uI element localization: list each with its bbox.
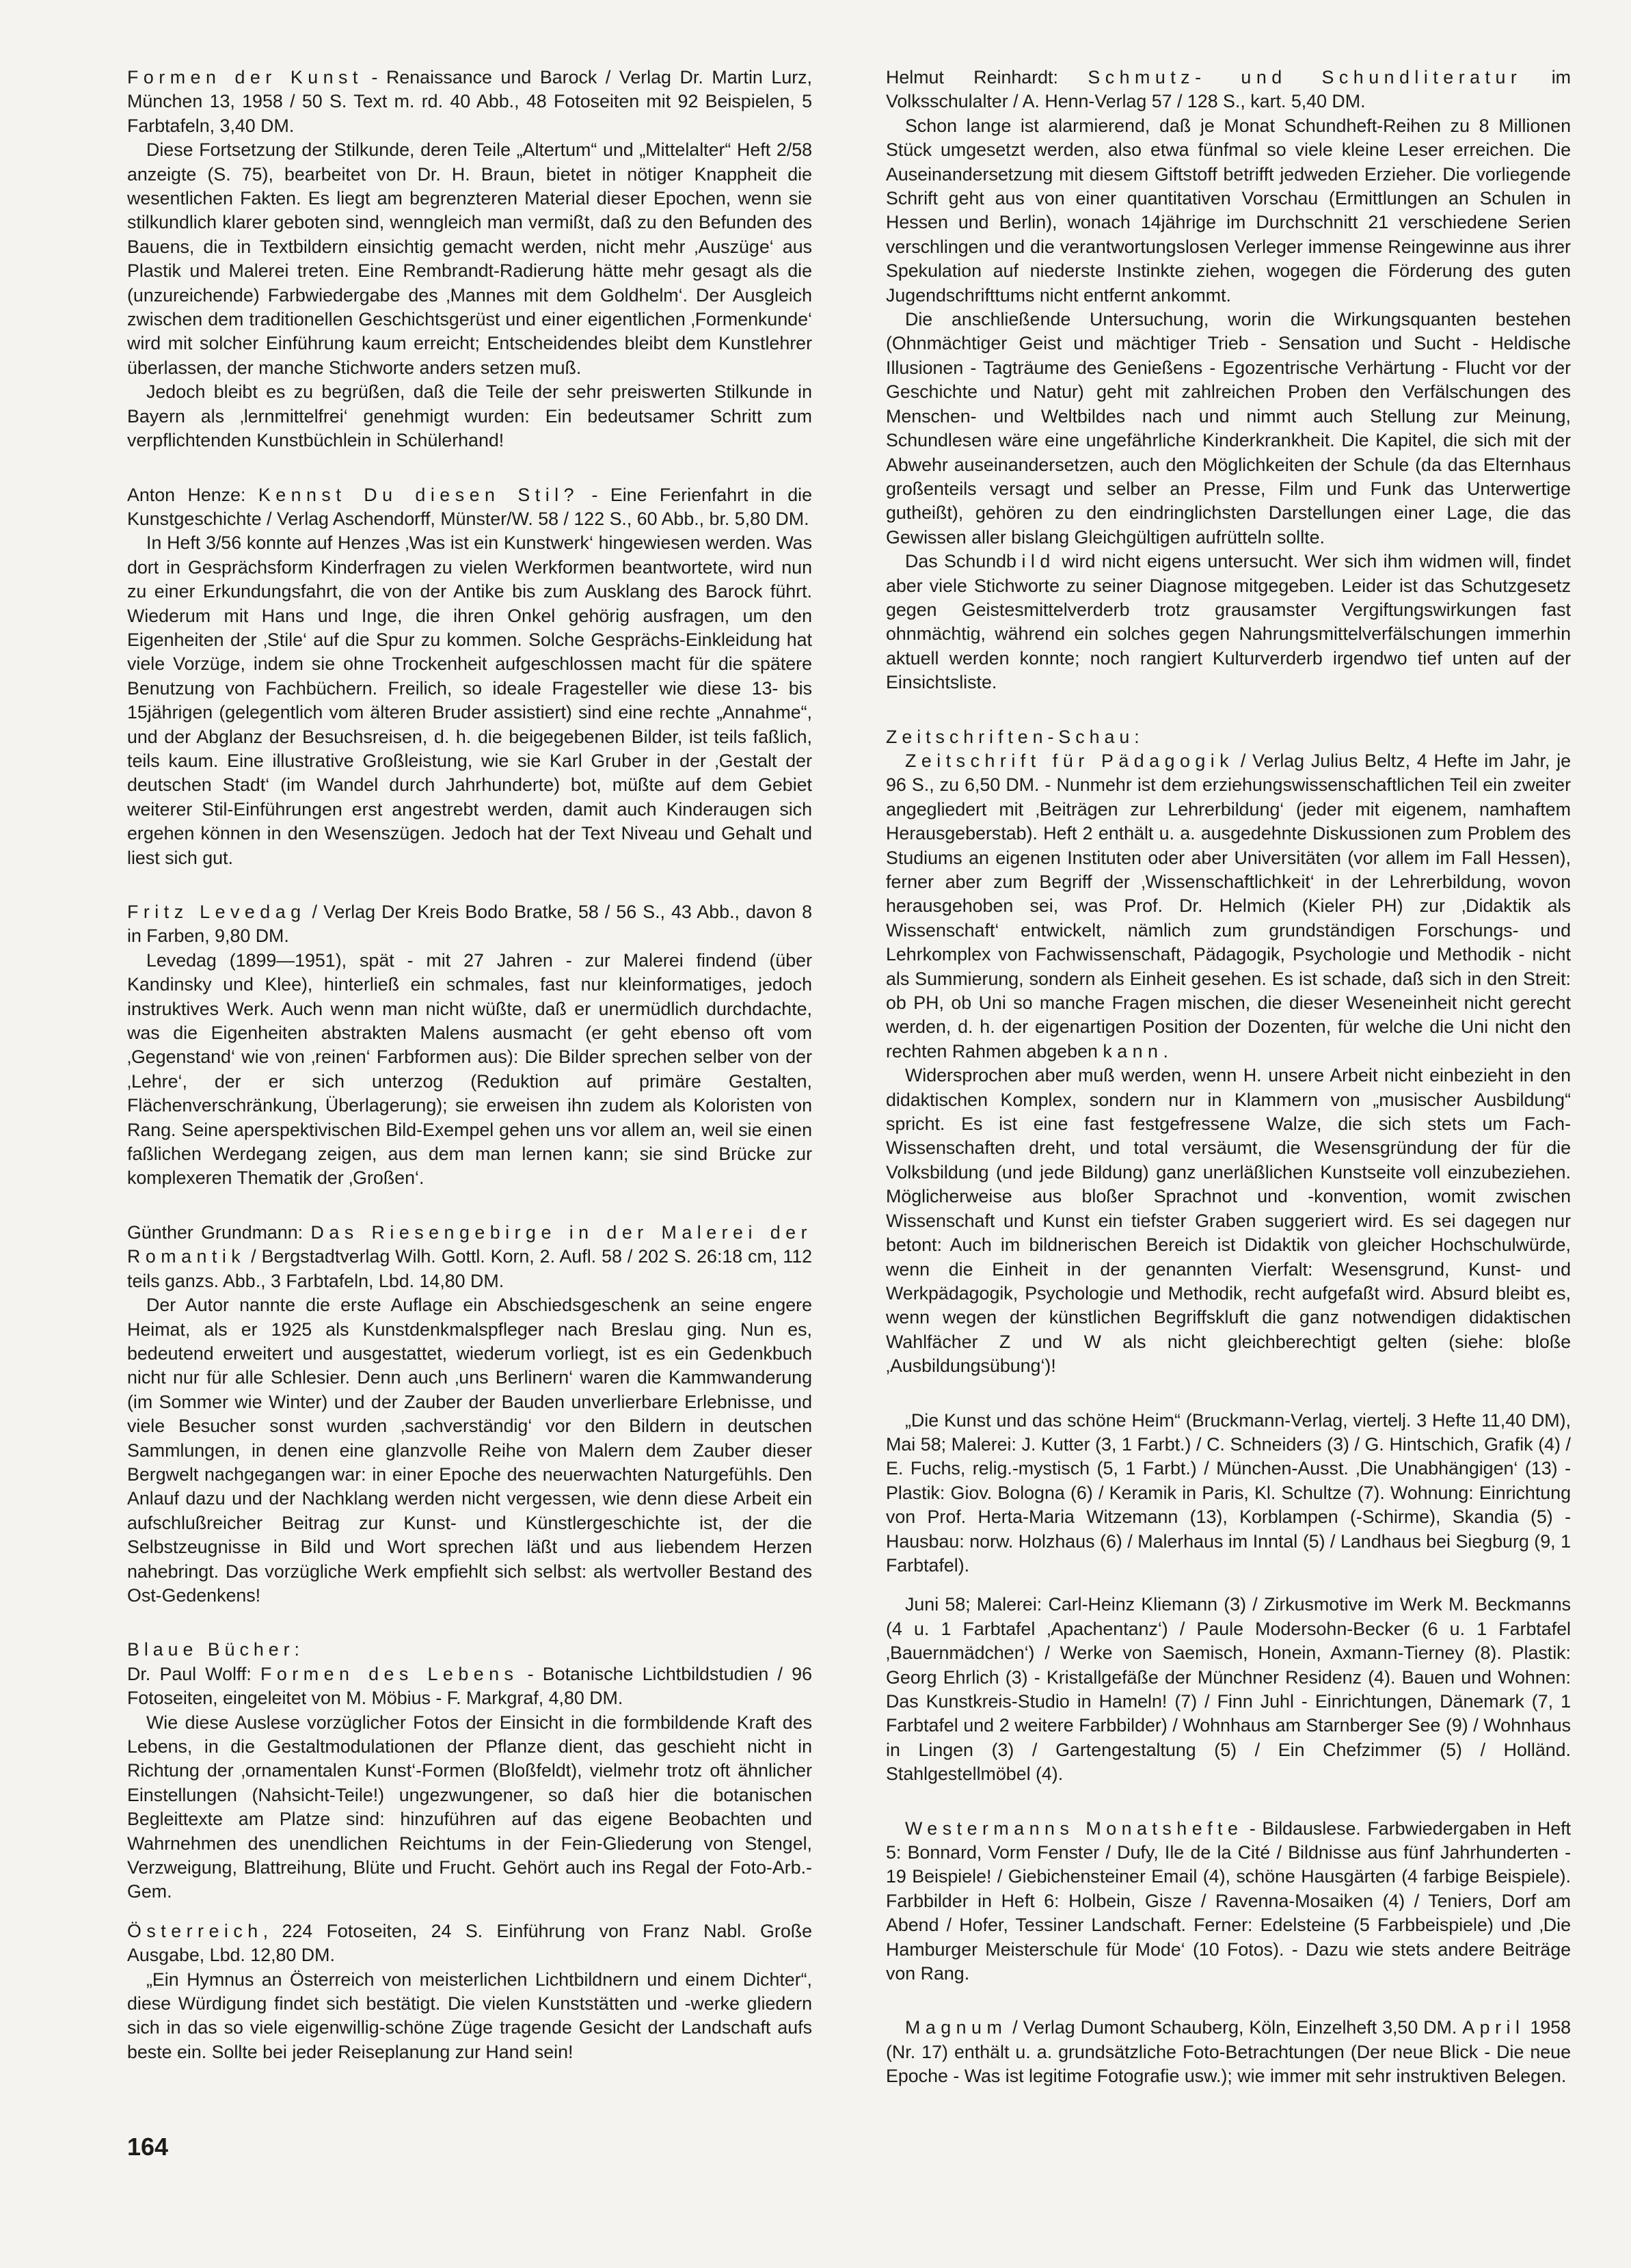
review-paragraph: Diese Fortsetzung der Stilkunde, deren Teile „Altertum“ und „Mittelalter“ Heft 2/58 anzeigte (S. 75), bearbeitet von Dr. H. Braun, bietet in nötiger Knappheit die wesentlichen Fakten. Es liegt am begrenzteren Material dieser Epochen, wenn sie stilkundlich klarer geboten sind, wenngleich man vermißt, daß zu den Befunden des Bauens, die in Textbildern einsichtig gemacht werden, nicht mehr ‚Auszüge‘ aus Plastik und Malerei treten. Eine Rembrandt-Radierung hätte mehr gesagt als die (unzureichende) Farbwiedergabe des ‚Mannes mit dem Goldhelm‘. Der Ausgleich zwischen dem traditionellen Geschichtsgerüst und einer eigentlichen ‚Formenkunde‘ wird mit solcher Einführung kaum erreicht; Entscheidendes bleibt dem Kunstlehrer überlassen, der manche Stichworte anders setzen muß. xyxy=(127,139,812,378)
author: Helmut Reinhardt: xyxy=(886,67,1088,87)
review-riesengebirge xyxy=(127,1221,812,1608)
book-details: / Bergstadtverlag Wilh. Gottl. Korn, 2. Aufl. 58 / 202 S. 26:18 cm, 112 teils ganzs. Abb., 3 Farbtafeln, Lbd. 14,80 DM. xyxy=(127,1246,812,1291)
review-paragraph: Die anschließende Untersuchung, worin die Wirkungsquanten bestehen (Ohnmächtiger Geist und mächtiger Trieb - Sensation und Sucht - Heldische Illusionen - Tagträume des Genießens - Egozentrische Verhärtung - Flucht vor der Geschichte und Natur) geht mit zahlreichen Proben den Verfälschungen des Menschen- und Weltbildes nach und nimmt auch Stellung zur Meinung, Schundlesen wäre eine ungefährliche Kinderkrankheit. Die Kapitel, die sich mit der Abwehr auseinandersetzen, auch den Möglichkeiten der Schule (da das Elternhaus großenteils versagt und selber an Presse, Film und Funk das Unterwertige gutheißt), gehören zu den eindringlichsten Darstellungen einer Lage, die das Gewissen aller bislang Gleichgültigen aufrütteln sollte. xyxy=(886,309,1571,548)
book-title: Das Riesengebirge in der Malerei der Romantik xyxy=(127,1221,812,1267)
right-column xyxy=(886,66,1571,2119)
book-details: / Verlag Der Kreis Bodo Bratke, 58 / 56 S., 43 Abb., davon 8 in Farben, 9,80 DM. xyxy=(127,902,812,947)
page-number: 164 xyxy=(127,2133,169,2161)
book-title: Österreich xyxy=(127,1920,263,1941)
review-heading xyxy=(127,483,812,532)
review-paragraph: Schon lange ist alarmierend, daß je Monat Schundheft-Reihen zu 8 Millionen Stück umgesetzt werden, also etwa fünfmal so viele kleine Leser erreichen. Die Auseinandersetzung mit diesem Giftstoff betrifft jedweden Erzieher. Die vorliegende Schrift geht aus von einer quantitativen Vorschau (Ermittlungen an Schulen in Hessen und Berlin), wonach 14jährige im Durchschnitt 21 verschiedene Serien verschlingen und die verantwortungslosen Verleger immense Reingewinne aus ihrer Spekulation auf niederste Instinkte ziehen, wogegen die Förderung des guten Jugendschrifttums nicht entfernt ankommt. xyxy=(886,115,1571,306)
review-paragraph: Levedag (1899—1951), spät - mit 27 Jahren - zur Malerei findend (über Kandinsky und Klee), hinterließ ein schmales, fast nur kleinformatiges, jedoch instruktives Werk. Auch wenn man nicht wüßte, daß er unermüdlich durchdachte, was die Eigenheiten abstrakten Malens ausmacht (er geht ebenso oft vom ‚Gegenstand‘ wie von ‚reinen‘ Farbformen aus): Die Bilder sprechen selber von der ‚Lehre‘, der er sich unterzog (Reduktion auf primäre Gestalten, Flächenverschränkung, Überlagerung); sie erweisen ihn zudem als Koloristen von Rang. Seine aperspektivischen Bild-Exempel gehen uns vor allem an, weil sie einen faßlichen Werdegang zeigen, aus dem man lernen kann; sie sind Brücke zur komplexeren Thematik der ‚Großen‘. xyxy=(127,949,812,1189)
book-details: - Botanische Lichtbildstudien / 96 Fotoseiten, eingeleitet von M. Möbius - F. Markgraf, 4,80 DM. xyxy=(127,1663,812,1709)
westermanns-monatshefte xyxy=(886,1817,1571,1986)
review-heading xyxy=(127,66,812,138)
magnum xyxy=(886,2016,1571,2088)
journal-title: Zeitschrift für Pädagogik xyxy=(905,750,1235,771)
author: Anton Henze: xyxy=(127,484,258,505)
review-paragraph: Zeitschrift für Pädagogik / Verlag Julius Beltz, 4 Hefte im Jahr, je 96 S., zu 6,50 DM. - Nunmehr ist dem erziehungswissenschaftlichen Teil ein zweiter angegliedert mit ‚Beiträgen zur Lehrerbildung‘ (jeder mit eigenem, namhaftem Herausgeberstab). Heft 2 enthält u. a. ausgedehnte Diskussionen zum Problem des Studiums an eigenen Instituten oder aber Universitäten (vor allem im Fall Hessen), ferner aber zum Begriff der ‚Wissenschaftlichkeit‘ in der Lehrerbildung, wovon herausgehoben sei, was Prof. Dr. Helmich (Kieler PH) zur ‚Didaktik als Wissenschaft‘ entwickelt, nämlich zum grundständigen Forschungs- und Lehrkomplex von Fachwissenschaft, Pädagogik, Psychologie und Methodik - nicht als Summierung, sondern als Einheit gesehen. Es ist schade, daß sich in den Streit: ob PH, ob Uni so manche Fragen mischen, die dieser Weseneinheit nicht gerecht werden, d. h. der eigenartigen Position der Dozenten, für welche die Uni nicht den rechten Rahmen abgeben kann. xyxy=(886,750,1572,1062)
book-details: , 224 Fotoseiten, 24 S. Einführung von Franz Nabl. Große Ausgabe, Lbd. 12,80 DM. xyxy=(127,1920,812,1966)
book-title: Kennst Du diesen Stil? xyxy=(258,484,580,505)
book-details: im Volksschulalter / A. Henn-Verlag 57 / 128 S., kart. 5,40 DM. xyxy=(886,67,1571,112)
zeitschriften-schau xyxy=(886,725,1571,1379)
review-schundliteratur xyxy=(886,66,1571,695)
review-paragraph: Widersprochen aber muß werden, wenn H. unsere Arbeit nicht einbezieht in den didaktischen Komplex, sondern nur in Klammern von „musischer Ausbildung“ spricht. Es ist eine fast festgefressene Walze, die sich stets um Fach-Wissenschaften dreht, und total versäumt, die Wesensgründung der für die Volksbildung (und jede Bildung) ganz unerläßlichen Kunstseite voll einzubeziehen. Möglicherweise aus bloßer Sprachnot und -konvention, womit zwischen Wissenschaft und Kunst ein tiefster Graben suggeriert wird. Es sei dagegen nur betont: Auch im bildnerischen Bereich ist Didaktik von gleicher Hochschulwürde, wenn die Einheit in der genannten Vierfalt: Wesensgrund, Kunst- und Werkpädagogik, Psychologie und Methodik, recht aufgefaßt wird. Absurd bleibt es, wenn wegen der künstlichen Begriffskluft die ganz notwendigen didaktischen Wahlfächer Z und W als nicht gleichberechtigt gelten (siehe: bloße ‚Ausbildungsübung‘)! xyxy=(886,1065,1571,1377)
review-heading xyxy=(127,900,812,949)
journal-title: Westermanns Monatshefte xyxy=(905,1818,1243,1839)
left-column xyxy=(127,66,812,2094)
author: Günther Grundmann: xyxy=(127,1221,311,1243)
review-paragraph: In Heft 3/56 konnte auf Henzes ‚Was ist ein Kunstwerk‘ hingewiesen werden. Was dort in Gesprächsform Kinderfragen zu vielen Werkformen beantwortete, wird nun zu einer Erkundungsfahrt, die von der Antike bis zum Ausklang des Barock führt. Wiederum mit Hans und Inge, die ihren Onkel gehörig ausfragen, um den Eigenheiten der ‚Stile‘ auf die Spur zu kommen. Solche Gesprächs-Einkleidung hat viele Vorzüge, indem sie ohne Trockenheit aufgeschlossen macht für die spätere Benutzung von Fachbüchern. Freilich, so ideale Fragesteller wie diese 13- bis 15jährigen (gelegentlich vom älteren Bruder assistiert) sind eine rechte „Annahme“, und der Abglanz der Besuchsreisen, d. h. die beigegebenen Bilder, ist teils faßlich, teils kaum. Eine illustrative Großleistung, wie sie Karl Gruber in der ‚Gestalt der deutschen Stadt‘ (im Wandel durch Jahrhunderte) bot, müßte auf dem Gebiet weiterer Stil-Einführungen erst angestrebt werden, damit auch Kinderaugen sich ergehen können in den Wesenszügen. Jedoch hat der Text Niveau und Gehalt und liest sich gut. xyxy=(127,532,812,868)
book-details: - Renaissance und Barock / Verlag Dr. Martin Lurz, München 13, 1958 / 50 S. Text m. rd. 40 Abb., 48 Fotoseiten mit 92 Beispielen, 5 Farbtafeln, 3,40 DM. xyxy=(127,67,813,136)
section-label: Zeitschriften-Schau: xyxy=(886,726,1144,747)
kunst-und-heim xyxy=(886,1409,1571,1787)
review-paragraph: Magnum / Verlag Dumont Schauberg, Köln, Einzelheft 3,50 DM. April 1958 (Nr. 17) enthält u. a. grundsätzliche Foto-Betrachtungen (Der neue Blick - Die neue Epoche - Was ist legitime Fotografie usw.); wie immer mit sehr instruktiven Belegen. xyxy=(886,2017,1571,2087)
review-heading xyxy=(127,1662,812,1711)
review-heading xyxy=(127,1221,812,1293)
review-paragraph: Das Schundbild wird nicht eigens untersucht. Wer sich ihm widmen will, findet aber viele Stichworte zu seiner Diagnose mitgegeben. Leider ist das Schutzgesetz gegen Geistesmittelverderb trotz grausamster Vergiftungswirkungen fast ohnmächtig, während ein solches gegen Nahrungsmittelverfälschungen immerhin aktuell werden konnte; noch rangiert Kulturverderb irgendwo tief unten auf der Einsichtsliste. xyxy=(886,551,1571,693)
book-details: - Eine Ferienfahrt in die Kunstgeschichte / Verlag Aschendorff, Münster/W. 58 / 122 S., 60 Abb., br. 5,80 DM. xyxy=(127,484,812,529)
review-paragraph: Jedoch bleibt es zu begrüßen, daß die Teile der sehr preiswerten Stilkunde in Bayern als ‚lernmittelfrei‘ genehmigt wurden: Ein bedeutsamer Schritt zum verpflichtenden Kunstbüchlein in Schülerhand! xyxy=(127,381,812,451)
review-paragraph: „Die Kunst und das schöne Heim“ (Bruckmann-Verlag, viertelj. 3 Hefte 11,40 DM), Mai 58; Malerei: J. Kutter (3, 1 Farbt.) / C. Schneiders (3) / G. Hintschich, Grafik (4) / E. Fuchs, relig.-mystisch (5, 1 Farbt.) / München-Ausst. ‚Die Unabhängigen‘ (13) - Plastik: Giov. Bologna (6) / Keramik in Paris, Kl. Schultze (7). Wohnung: Einrichtung von Prof. Herta-Maria Witzemann (13), Korblampen (-Schirme), Skandia (5) - Hausbau: norw. Holzhaus (6) / Malerhaus im Inntal (5) / Landhaus bei Siegburg (9, 1 Farbtafel). xyxy=(886,1409,1571,1576)
review-formen-der-kunst xyxy=(127,66,812,453)
blaue-buecher-section xyxy=(127,1638,812,2064)
review-paragraph: Wie diese Auslese vorzüglicher Fotos der Einsicht in die formbildende Kraft des Lebens, in die Gestaltmodulationen der Pflanze dient, das geschieht nicht in Richtung der ‚ornamentalen Kunst‘-Formen (Bloßfeldt), vielmehr trotz oft ähnlicher Einstellungen (Nahsicht-Teile!) ungezwungener, so daß hier die botanischen Begleittexte am Platze sind: hinzuführen auf das eigene Beobachten und Wahrnehmen des unendlichen Reichtums in der Fein-Gliederung von Stengel, Verzweigung, Blattreihung, Blüte und Frucht. Gehört auch ins Regal der Foto-Arb.-Gem. xyxy=(127,1712,812,1902)
book-title: Formen des Lebens xyxy=(260,1663,519,1684)
review-heading xyxy=(127,1919,812,1968)
review-fritz-levedag xyxy=(127,900,812,1191)
book-title: Formen der Kunst xyxy=(127,67,363,87)
review-paragraph: „Ein Hymnus an Österreich von meisterlichen Lichtbildnern und einem Dichter“, diese Würdigung findet sich bestätigt. Die vielen Kunststätten und -werke gliedern sich in das so viele eigenwillig-schöne Züge tragende Gesicht der Landschaft aufs beste ein. Sollte bei jeder Reiseplanung zur Hand sein! xyxy=(127,1969,812,2062)
section-label: Blaue Bücher: xyxy=(127,1639,304,1660)
review-paragraph: Der Autor nannte die erste Auflage ein Abschiedsgeschenk an seine engere Heimat, als er 1925 als Kunstdenkmalspfleger nach Breslau ging. Nun es, bedeutend erweitert und ausgestattet, wiederum vorliegt, ist es ein Gedenkbuch nicht nur für alle Schlesier. Denn auch ‚uns Berlinern‘ waren die Kammwanderung (im Sommer wie Winter) und der Zauber der Bauden unverlierbare Erlebnisse, und viele Besucher sonst wurden ‚sachverständig‘ vor den Bildern in deutschen Sammlungen, in denen eine glanzvolle Reihe von Malern dem Zauber dieser Bergwelt nachgegangen war: in einer Epoche des neuerwachten Naturgefühls. Den Anlauf dazu und der Nachklang werden nicht vergessen, wie denn diese Arbeit ein aufschlußreicher Beitrag zur Kunst- und Künstlergeschichte ist, der die Selbstzeugnisse in Bild und Wort sprechen läßt und aus liebendem Herzen nahebringt. Das vorzügliche Werk empfiehlt sich selbst: als wertvoller Bestand des Ost-Gedenkens! xyxy=(127,1295,812,1606)
author: Dr. Paul Wolff: xyxy=(127,1663,261,1684)
book-title: Schmutz- und Schundliteratur xyxy=(1088,67,1522,87)
journal-title: Magnum xyxy=(905,2017,1008,2038)
book-title: Fritz Levedag xyxy=(127,902,306,922)
review-kennst-du-diesen-stil xyxy=(127,483,812,871)
review-heading xyxy=(886,66,1571,114)
review-paragraph: Juni 58; Malerei: Carl-Heinz Kliemann (3) / Zirkusmotive im Werk M. Beckmanns (4 u. 1 Farbtafel ‚Apachentanz‘) / Paule Modersohn-Becker (6 u. 1 Farbtafel ‚Bauernmädchen‘) / Werke von Saemisch, Honein, Axmann-Tierney (8). Plastik: Georg Ehrlich (3) - Kristallgefäße der Münchner Residenz (4). Bauen und Wohnen: Das Kunstkreis-Studio in Hameln! (7) / Finn Juhl - Einrichtungen, Dänemark (7, 1 Farbtafel und 2 weitere Farbbilder) / Wohnhaus am Starnberger See (9) / Wohnhaus in Lingen (3) / Gartengestaltung (5) / Ein Chefzimmer (5) / Holländ. Stahlgestellmöbel (4). xyxy=(886,1594,1571,1785)
review-paragraph: Westermanns Monatshefte - Bildauslese. Farbwiedergaben in Heft 5: Bonnard, Vorm Fenster / Dufy, Ile de la Cité / Bildnisse aus fünf Jahrhunderten - 19 Beispiele! / Giebichensteiner Email (4), schöne Hausgärten (4 farbige Beispiele). Farbbilder in Heft 6: Holbein, Gisze / Ravenna-Mosaiken (4) / Teniers, Dorf am Abend / Hofer, Tessiner Landschaft. Ferner: Edelsteine (5 Farbbeispiele) und ‚Die Hamburger Meisterschule für Mode‘ (10 Fotos). - Dazu wie stets andere Beiträge von Rang. xyxy=(886,1818,1571,1984)
